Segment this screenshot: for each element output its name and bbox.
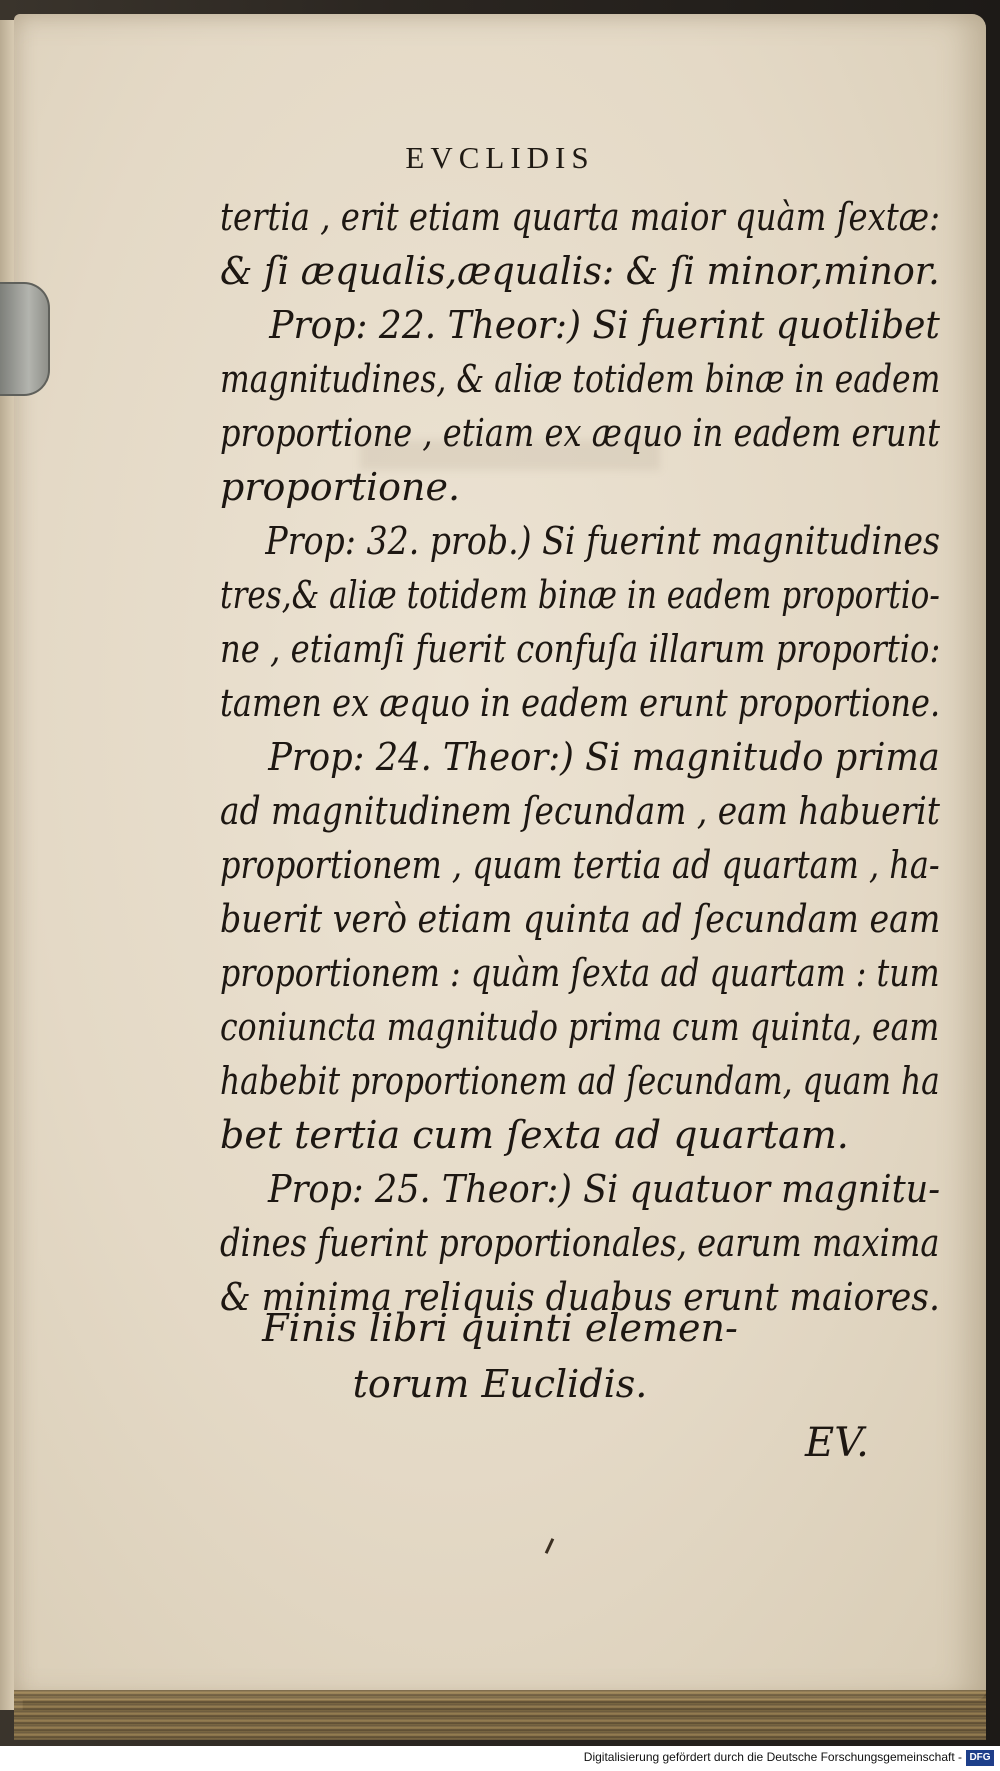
text-line: coniuncta magnitudo prima cum quinta, eam [220,1005,940,1049]
text-line: ne , etiamſi fuerit confuſa illarum proportio: [220,627,941,671]
catchword: EV. [805,1420,869,1466]
text-line: ad magnitudinem ſecundam , eam habuerit [220,789,940,833]
proposition-heading-line: Prop: 32. prob.) Si fuerint magnitudines [265,519,941,563]
proposition-heading-line: Prop: 22. Theor:) Si fuerint quotlibet [269,303,940,347]
funding-credit: Digitalisierung gefördert durch die Deutsche Forschungsgemeinschaft - [583,1750,962,1764]
dfg-logo: DFG [966,1750,994,1766]
colophon-line: torum Euclidis. [352,1362,648,1406]
text-line: & ſi æqualis,æqualis: & ſi minor,minor. [220,249,940,293]
text-line: proportione. [220,465,461,509]
main-text-block [220,190,940,1324]
text-line: proportionem , quam tertia ad quartam , ha- [220,843,940,887]
text-line: tamen ex æquo in eadem erunt proportione. [220,681,941,725]
colophon [0,1300,1000,1412]
book-clip [0,282,50,396]
proposition-heading-line: Prop: 25. Theor:) Si quatuor magnitu- [267,1167,941,1211]
text-line: dines fuerint proportionales, earum maxima [220,1221,940,1265]
text-line: proportione , etiam ex æquo in eadem erunt [220,411,940,455]
colophon-line: Finis libri quinti elemen- [262,1306,738,1350]
text-line: habebit proportionem ad ſecundam, quam ha [220,1059,940,1103]
text-line: buerit verò etiam quinta ad ſecundam eam [220,897,941,941]
text-line: proportionem : quàm ſexta ad quartam : tum [220,951,940,995]
text-line: tres,& aliæ totidem binæ in eadem proportio- [220,573,940,617]
gilt-page-edge [14,1690,986,1740]
footer-bar [0,1746,1000,1771]
running-head: EVCLIDIS [405,140,595,175]
text-line: tertia , erit etiam quarta maior quàm ſextæ: [220,195,940,239]
proposition-heading-line: Prop: 24. Theor:) Si magnitudo prima [268,735,940,779]
text-line: & minima reliquis duabus erunt maiores. [220,1275,940,1319]
text-line: bet tertia cum ſexta ad quartam. [220,1113,849,1157]
text-line: magnitudines, & aliæ totidem binæ in eadem [220,357,941,401]
